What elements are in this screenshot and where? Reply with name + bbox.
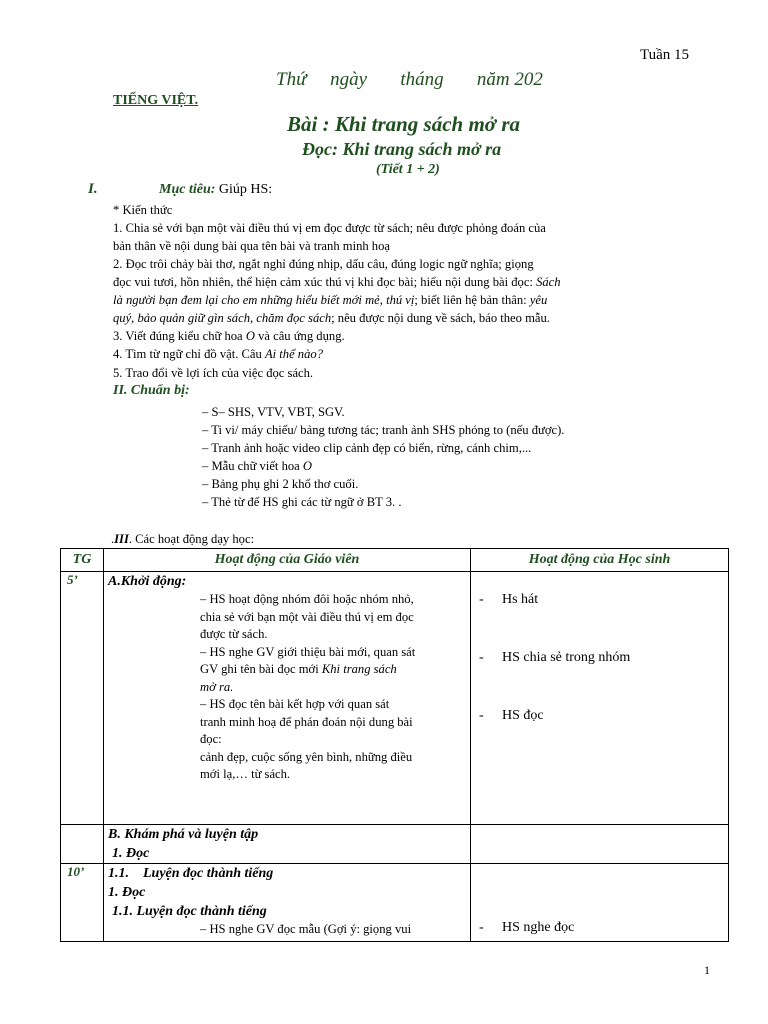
preparation-item-6: – Thẻ từ để HS ghi các từ ngữ ở BT 3. . [202,495,402,509]
row-1-gv-1b: chia sẻ với bạn một vài điều thú vị em đọc [200,609,414,624]
objective-3 [113,327,345,345]
row-1-hs-3: HS đọc [502,708,544,723]
row-1-gv-1c: được từ sách. [200,627,268,641]
objective-3-a: 3. Viết đúng kiểu chữ hoa [113,329,246,343]
row-1-teacher-content [108,591,466,784]
objective-3-c: và câu ứng dụng. [254,329,345,343]
objective-2-line-3-text: ; biết liên hệ bản thân: [414,293,530,307]
objective-2-line-3-italic-end: yêu [529,293,548,307]
objectives-heading-label: Mục tiêu: [159,182,216,197]
preparation-item-1: – S– SHS, VTV, VBT, SGV. [202,405,345,419]
objective-2-line-3-italic: là người bạn đem lại cho em những hiểu biết mới mẻ, thú vị [113,293,415,307]
list-item: - Hs hát [479,592,539,607]
objective-2-line-2-italic: Sách [536,275,561,289]
row-3-student [471,864,729,942]
table-header-row [61,549,729,572]
objectives-heading-suffix: Giúp HS: [215,182,273,197]
row-1-section-title: A.Khởi động: [108,574,187,589]
row-3-line-1-num: 1.1. [108,866,129,881]
column-header-student: Hoạt động của Học sinh [471,549,729,572]
list-item: - HS đọc [479,708,544,723]
row-1-gv-2a: – HS nghe GV giới thiệu bài mới, quan sát [200,644,416,659]
row-1-hs-1: Hs hát [502,592,539,607]
row-1-gv-3d: cảnh đẹp, cuộc sống yên bình, những điều [200,749,413,764]
row-3-line-2: 1. Đọc [108,885,146,900]
objective-2-line-1: 2. Đọc trôi chảy bài thơ, ngắt nghỉ đúng nhịp, dấu câu, đúng logic ngữ nghĩa; giọng [113,257,534,271]
activities-table [60,548,729,942]
preparation-item-2: – Ti vi/ máy chiếu/ bảng tương tác; tranh ảnh SHS phóng to (nếu được). [202,423,565,437]
row-1-gv-2b-italic: Khi trang sách [321,662,397,676]
preparation-item-5: – Bảng phụ ghi 2 khổ thơ cuối. [202,477,359,491]
objective-3-b: O [245,329,255,343]
row-1-teacher [104,572,471,825]
objective-4-b: Ai thế nào? [264,347,323,361]
row-3-line-1-text: Luyện đọc thành tiếng [143,866,274,881]
table-row [61,825,729,864]
activities-heading [111,530,254,548]
preparation-item-3: – Tranh ảnh hoặc video clip cảnh đẹp có biển, rừng, cánh chim,... [202,441,532,455]
objective-2-line-2 [113,273,561,291]
row-1-student [471,572,729,825]
row-1-gv-1a: – HS hoạt động nhóm đôi hoặc nhóm nhỏ, [200,592,414,606]
row-1-gv-2c: mở ra. [200,679,234,694]
table-row [61,864,729,942]
preparation-item-4-letter: O [302,459,313,473]
preparation-item-4 [202,457,312,475]
knowledge-label: * Kiến thức [113,203,173,217]
row-3-gv: – HS nghe GV đọc mẫu (Gợi ý: giọng vui [200,922,412,936]
lesson-title: Bài : Khi trang sách mở ra [287,112,520,136]
row-3-teacher [104,864,471,942]
page-number: 1 [704,963,710,977]
row-3-hs: HS nghe đọc [502,920,575,935]
list-item: - HS nghe đọc [479,920,575,935]
objective-5: 5. Trao đổi về lợi ích của việc đọc sách. [113,366,314,380]
row-3-time: 10’ [61,864,104,942]
objective-2-line-4 [113,309,550,327]
row-1-time: 5’ [61,572,104,825]
row-1-gv-2b-text: GV ghi tên bài đọc mới [200,662,322,676]
row-1-gv-2b [200,661,466,679]
objective-1-line-2: bản thân về nội dung bài qua tên bài và tranh minh hoạ [113,239,390,253]
activities-heading-numeral: III [114,532,129,546]
list-item: - HS chia sẻ trong nhóm [479,650,631,665]
row-1-gv-3e: mới lạ,… từ sách. [200,767,291,781]
row-1-gv-3a: – HS đọc tên bài kết hợp với quan sát [200,697,390,711]
column-header-time: TG [61,549,104,572]
subject-label: TIẾNG VIỆT. [113,93,199,108]
objective-4 [113,345,323,363]
activities-heading-text: . Các hoạt động dạy học: [128,532,255,546]
activities-heading-prefix: . [111,532,115,546]
row-2-subtitle: 1. Đọc [112,846,150,861]
row-3-line-3: 1.1. Luyện đọc thành tiếng [112,904,267,919]
objective-1-line-1: 1. Chia sẻ với bạn một vài điều thú vị em đọc được từ sách; nêu được phỏng đoán của [113,221,546,235]
reading-title: Đọc: Khi trang sách mở ra [302,139,502,159]
objectives-heading [159,182,272,198]
row-2-teacher [104,825,471,864]
objective-2-line-3 [113,291,547,309]
objective-4-a: 4. Tìm từ ngữ chỉ đồ vật. Câu [113,347,265,361]
periods-label: (Tiết 1 + 2) [376,162,440,177]
preparation-item-4-text: – Mẫu chữ viết hoa [202,459,303,473]
table-row [61,572,729,825]
row-1-gv-3b: tranh minh hoạ để phán đoán nội dung bài [200,714,413,729]
date-line: Thứ ngày tháng năm 202 [276,69,543,90]
objective-2-line-2-text: đọc vui tươi, hồn nhiên, thể hiện cảm xúc thú vị khi đọc bài; hiểu nội dung bài đọc: [113,275,537,289]
row-2-section-title: B. Khám phá và luyện tập [108,827,259,842]
row-1-gv-3c: đọc: [200,732,222,746]
objective-2-line-4-text: ; nêu được nội dung về sách, báo theo mẫu. [331,311,550,325]
objective-2-line-4-italic: quý, bảo quản giữ gìn sách, chăm đọc sách [113,311,332,325]
objectives-numeral: I. [88,181,98,197]
preparation-heading: II. Chuẩn bị: [113,383,190,398]
row-3-line-1 [108,864,466,883]
row-1-hs-2: HS chia sẻ trong nhóm [502,650,631,665]
row-2-student [471,825,729,864]
week-label: Tuần 15 [640,47,690,63]
column-header-teacher: Hoạt động của Giáo viên [104,549,471,572]
row-2-time [61,825,104,864]
